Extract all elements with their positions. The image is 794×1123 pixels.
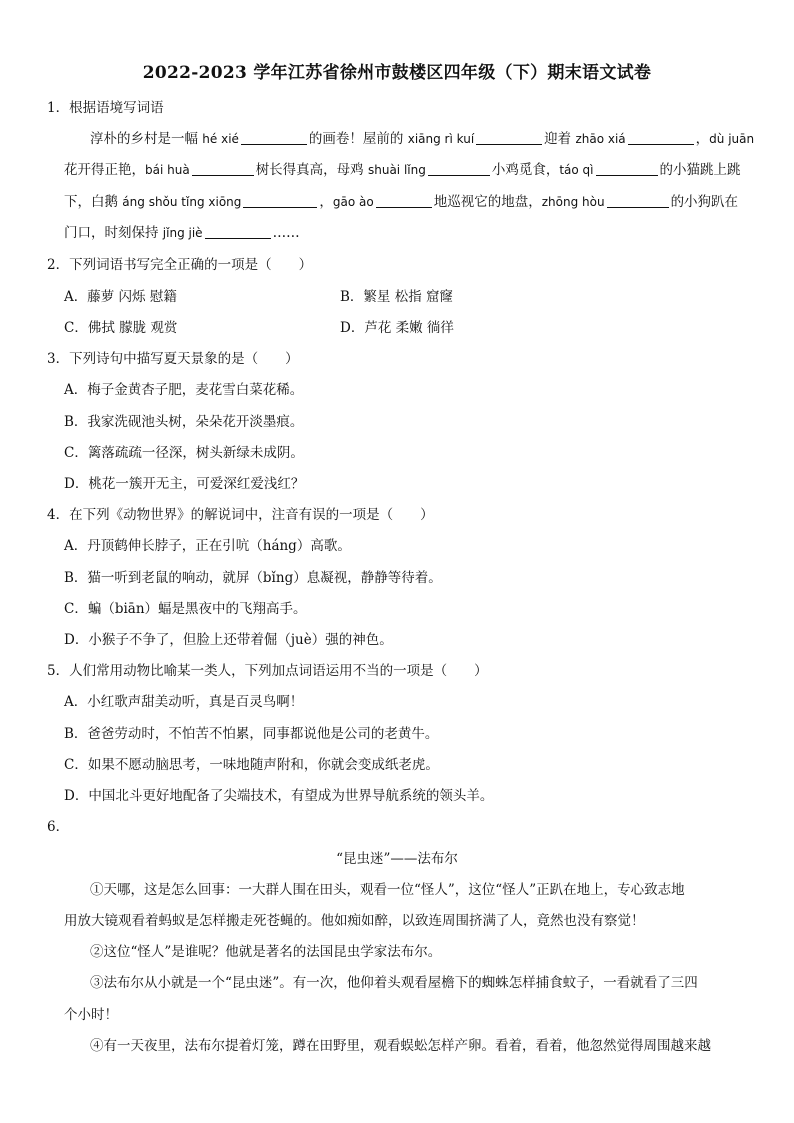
question-2-option-a[interactable]: A．藤萝 闪烁 慰籍 (64, 289, 177, 305)
passage-paragraph-1-cont: 用放大镜观看着蚂蚁是怎样搬走死苍蝇的。他如痴如醉，以致连周围挤满了人，竟然也没有察觉！ (64, 913, 645, 929)
question-4-option-a[interactable]: A．丹顶鹤伸长脖子，正在引吭（háng）高歌。 (64, 538, 351, 554)
question-2-stem: 2．下列词语书写完全正确的一项是（ ） (47, 257, 313, 273)
question-5-option-b[interactable]: B．爸爸劳动时，不怕苦不怕累，同事都说他是公司的老黄牛。 (64, 726, 439, 742)
passage-paragraph-4: ④有一天夜里，法布尔提着灯笼，蹲在田野里，观看蜈蚣怎样产卵。看着，看着，他忽然觉得周围越来越 (90, 1038, 711, 1054)
answer-blank[interactable] (628, 130, 694, 145)
passage-paragraph-2: ②这位“怪人”是谁呢？他就是著名的法国昆虫学家法布尔。 (90, 944, 442, 960)
question-4-stem: 4．在下列《动物世界》的解说词中，注音有误的一项是（ ） (47, 507, 434, 523)
answer-blank[interactable] (596, 161, 658, 176)
question-1-line-2: 花开得正艳，bái huà 树长得真高，母鸡 shuài lǐng 小鸡觅食，táo qì 的小猫跳上跳 (64, 162, 741, 178)
passage-paragraph-3: ③法布尔从小就是一个“昆虫迷”。有一次，他仰着头观看屋檐下的蜘蛛怎样捕食蚊子，一看就看了三四 (90, 975, 698, 991)
answer-blank[interactable] (205, 224, 271, 239)
question-4-option-b[interactable]: B．猫一听到老鼠的响动，就屏（bǐng）息凝视，静静等待着。 (64, 570, 442, 586)
question-5-option-d[interactable]: D．中国北斗更好地配备了尖端技术，有望成为世界导航系统的领头羊。 (64, 788, 494, 804)
question-3-option-d[interactable]: D．桃花一簇开无主，可爱深红爱浅红？ (64, 476, 305, 492)
answer-blank[interactable] (376, 193, 432, 208)
question-1-line-1: 淳朴的乡村是一幅 hé xié 的画卷！屋前的 xiāng rì kuí 迎着 zhāo xiá ，dù juān (90, 131, 755, 147)
question-5-option-c[interactable]: C．如果不愿动脑思考，一味地随声附和，你就会变成纸老虎。 (64, 757, 439, 773)
question-3-option-a[interactable]: A．梅子金黄杏子肥，麦花雪白菜花稀。 (64, 382, 304, 398)
answer-blank[interactable] (192, 161, 254, 176)
question-6-number: 6． (47, 819, 70, 835)
exam-title: 2022-2023 学年江苏省徐州市鼓楼区四年级（下）期末语文试卷 (142, 63, 652, 83)
question-4-option-d[interactable]: D．小猴子不争了，但脸上还带着倔（juè）强的神色。 (64, 632, 393, 648)
question-1-line-3: 下，白鹅 áng shǒu tǐng xiōng ，gāo ào 地巡视它的地盘，zhōng hòu 的小狗趴在 (64, 194, 739, 210)
question-2-option-d[interactable]: D．芦花 柔嫩 徜徉 (340, 320, 454, 336)
answer-blank[interactable] (476, 130, 542, 145)
passage-paragraph-1: ①天哪，这是怎么回事：一大群人围在田头，观看一位“怪人”，这位“怪人”正趴在地上，专心致志地 (90, 882, 685, 898)
answer-blank[interactable] (241, 130, 307, 145)
question-1-stem: 1．根据语境写词语 (47, 100, 164, 116)
answer-blank[interactable] (243, 193, 317, 208)
question-3-option-c[interactable]: C．篱落疏疏一径深，树头新绿未成阴。 (64, 445, 304, 461)
answer-blank[interactable] (428, 161, 490, 176)
answer-blank[interactable] (607, 193, 669, 208)
question-3-stem: 3．下列诗句中描写夏天景象的是（ ） (47, 351, 299, 367)
passage-paragraph-3-cont: 个小时！ (64, 1007, 118, 1023)
question-1-line-4: 门口，时刻保持 jǐng jiè …… (64, 225, 300, 241)
question-5-option-a[interactable]: A．小红歌声甜美动听，真是百灵鸟啊！ (64, 694, 304, 710)
question-2-option-c[interactable]: C．佛拭 朦胧 观赏 (64, 320, 178, 336)
passage-title: “昆虫迷”——法布尔 (336, 851, 458, 867)
question-2-option-b[interactable]: B．繁星 松指 窟窿 (340, 289, 454, 305)
question-5-stem: 5．人们常用动物比喻某一类人，下列加点词语运用不当的一项是（ ） (47, 663, 488, 679)
question-4-option-c[interactable]: C．蝙（biān）蝠是黑夜中的飞翔高手。 (64, 601, 307, 617)
question-3-option-b[interactable]: B．我家洗砚池头树，朵朵花开淡墨痕。 (64, 414, 304, 430)
